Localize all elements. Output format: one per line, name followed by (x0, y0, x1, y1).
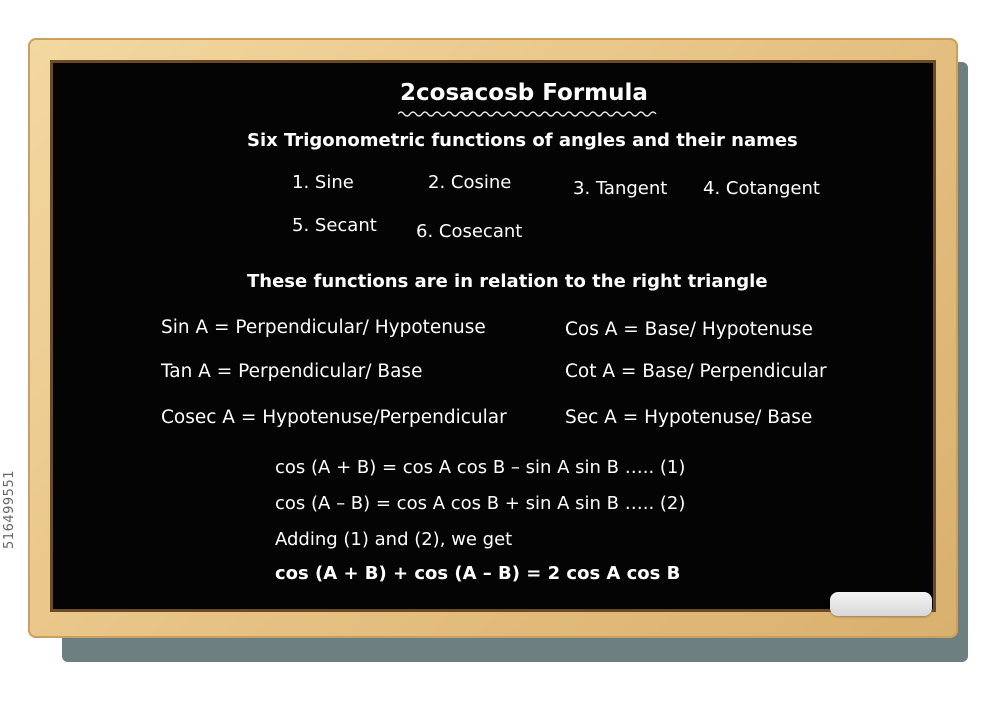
board-title: 2cosacosb Formula (400, 80, 648, 106)
title-underline-squiggle (398, 110, 660, 118)
function-sine: 1. Sine (292, 172, 354, 193)
subtitle-right-triangle: These functions are in relation to the right triangle (247, 271, 768, 292)
function-secant: 5. Secant (292, 215, 377, 236)
adding-step-text: Adding (1) and (2), we get (275, 529, 513, 550)
stock-id-label: 516499551 (2, 470, 17, 549)
relation-sin: Sin A = Perpendicular/ Hypotenuse (161, 317, 486, 338)
relation-cosec: Cosec A = Hypotenuse/Perpendicular (161, 407, 507, 428)
function-tangent: 3. Tangent (573, 178, 668, 199)
relation-cot: Cot A = Base/ Perpendicular (565, 361, 827, 382)
relation-tan: Tan A = Perpendicular/ Base (161, 361, 423, 382)
function-cosecant: 6. Cosecant (416, 221, 523, 242)
function-cotangent: 4. Cotangent (703, 178, 820, 199)
equation-cos-sum: cos (A + B) = cos A cos B – sin A sin B ….. (1) (275, 457, 686, 478)
chalk-eraser (830, 592, 932, 616)
equation-cos-difference: cos (A – B) = cos A cos B + sin A sin B ….. (2) (275, 493, 686, 514)
relation-cos: Cos A = Base/ Hypotenuse (565, 319, 813, 340)
relation-sec: Sec A = Hypotenuse/ Base (565, 407, 813, 428)
function-cosine: 2. Cosine (428, 172, 512, 193)
subtitle-six-functions: Six Trigonometric functions of angles and their names (247, 130, 798, 151)
result-formula: cos (A + B) + cos (A – B) = 2 cos A cos B (275, 563, 681, 584)
